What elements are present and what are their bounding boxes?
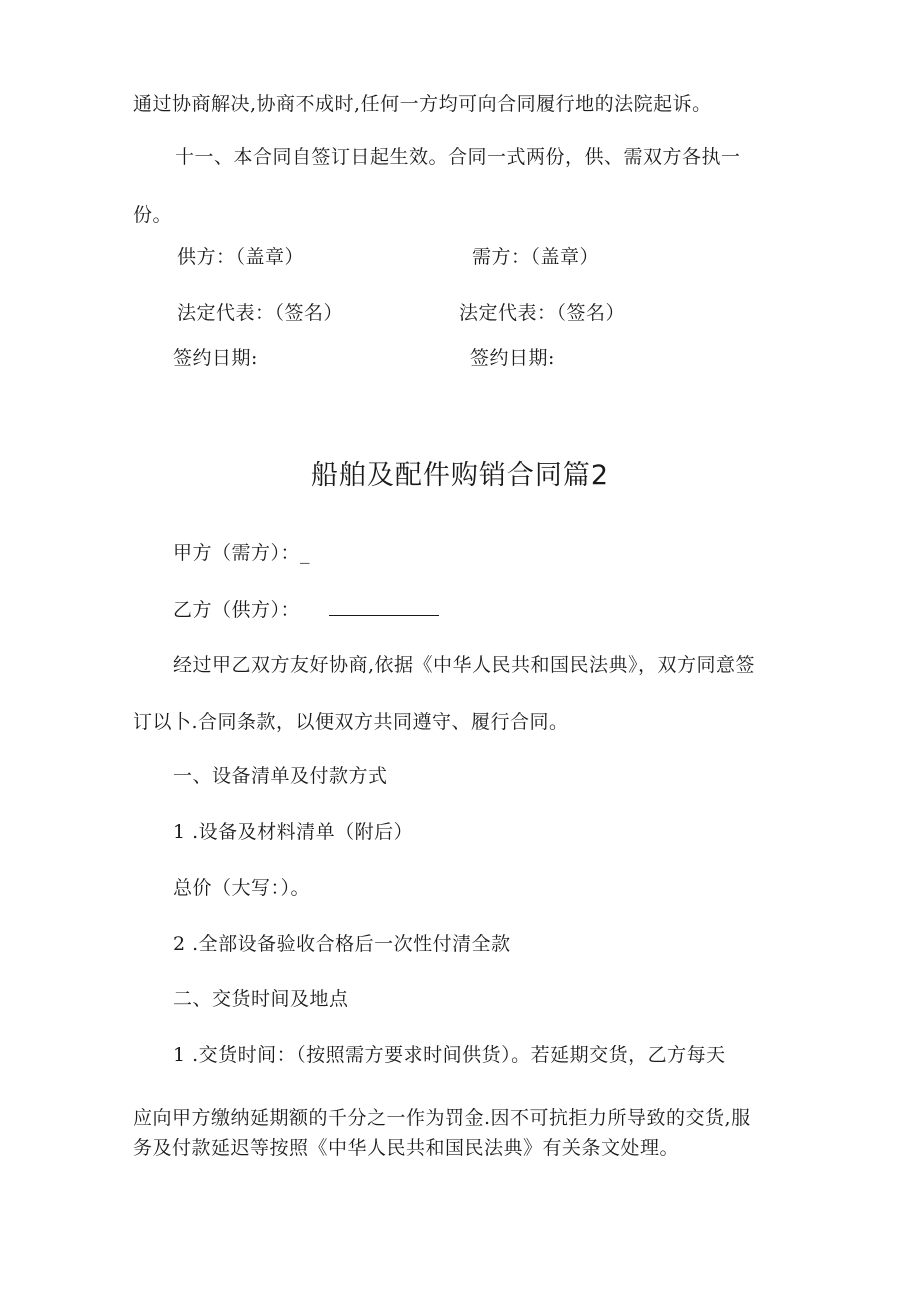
paragraph-dispute-resolution: 通过协商解决,协商不成时,任何一方均可向合同履行地的法院起诉。 <box>133 93 712 115</box>
intro-line2: 订以卜.合同条款，以便双方共同遵守、履行合同。 <box>133 711 569 733</box>
supplier-representative-label: 法定代表：（签名） <box>177 302 344 324</box>
supplier-seal-label: 供方：（盖章） <box>177 246 305 268</box>
buyer-seal-label: 需方：（盖章） <box>472 246 600 268</box>
item-2-1-line1: 1 .交货时间：（按照需方要求时间供货）。若延期交货，乙方每天 <box>173 1044 726 1066</box>
supplier-sign-date-label: 签约日期: <box>173 347 258 369</box>
buyer-representative-label: 法定代表：（签名） <box>459 302 626 324</box>
clause-eleven-line1: 十一、本合同自签订日起生效。合同一式两份，供、需双方各执一 <box>175 146 741 168</box>
party-b-blank <box>329 597 439 616</box>
buyer-sign-date-label: 签约日期: <box>470 347 555 369</box>
item-2-1-line2: 应向甲方缴纳延期额的千分之一作为罚金.因不可抗拒力所导致的交货,服 <box>133 1107 751 1129</box>
clause-eleven-line2: 份。 <box>133 204 173 226</box>
section-one-heading: 一、设备清单及付款方式 <box>173 765 388 787</box>
party-b-line <box>173 597 439 622</box>
item-1-2: 2 .全部设备验收合格后一次性付清全款 <box>173 933 511 955</box>
item-2-1-line3: 务及付款延迟等按照《中华人民共和国民法典》有关条文处理。 <box>133 1137 680 1159</box>
section-two-heading: 二、交货时间及地点 <box>173 988 349 1010</box>
party-b-label: 乙方（供方）： <box>173 599 301 621</box>
contract-title: 船舶及配件购销合同篇2 <box>310 460 610 491</box>
intro-line1: 经过甲乙双方友好协商,依据《中华人民共和国民法典》，双方同意签 <box>173 654 756 676</box>
party-a-line: 甲方（需方）：_ <box>173 542 311 564</box>
total-price-line: 总价（大写：）。 <box>173 877 311 899</box>
item-1-1: 1 .设备及材料清单（附后） <box>173 821 414 843</box>
